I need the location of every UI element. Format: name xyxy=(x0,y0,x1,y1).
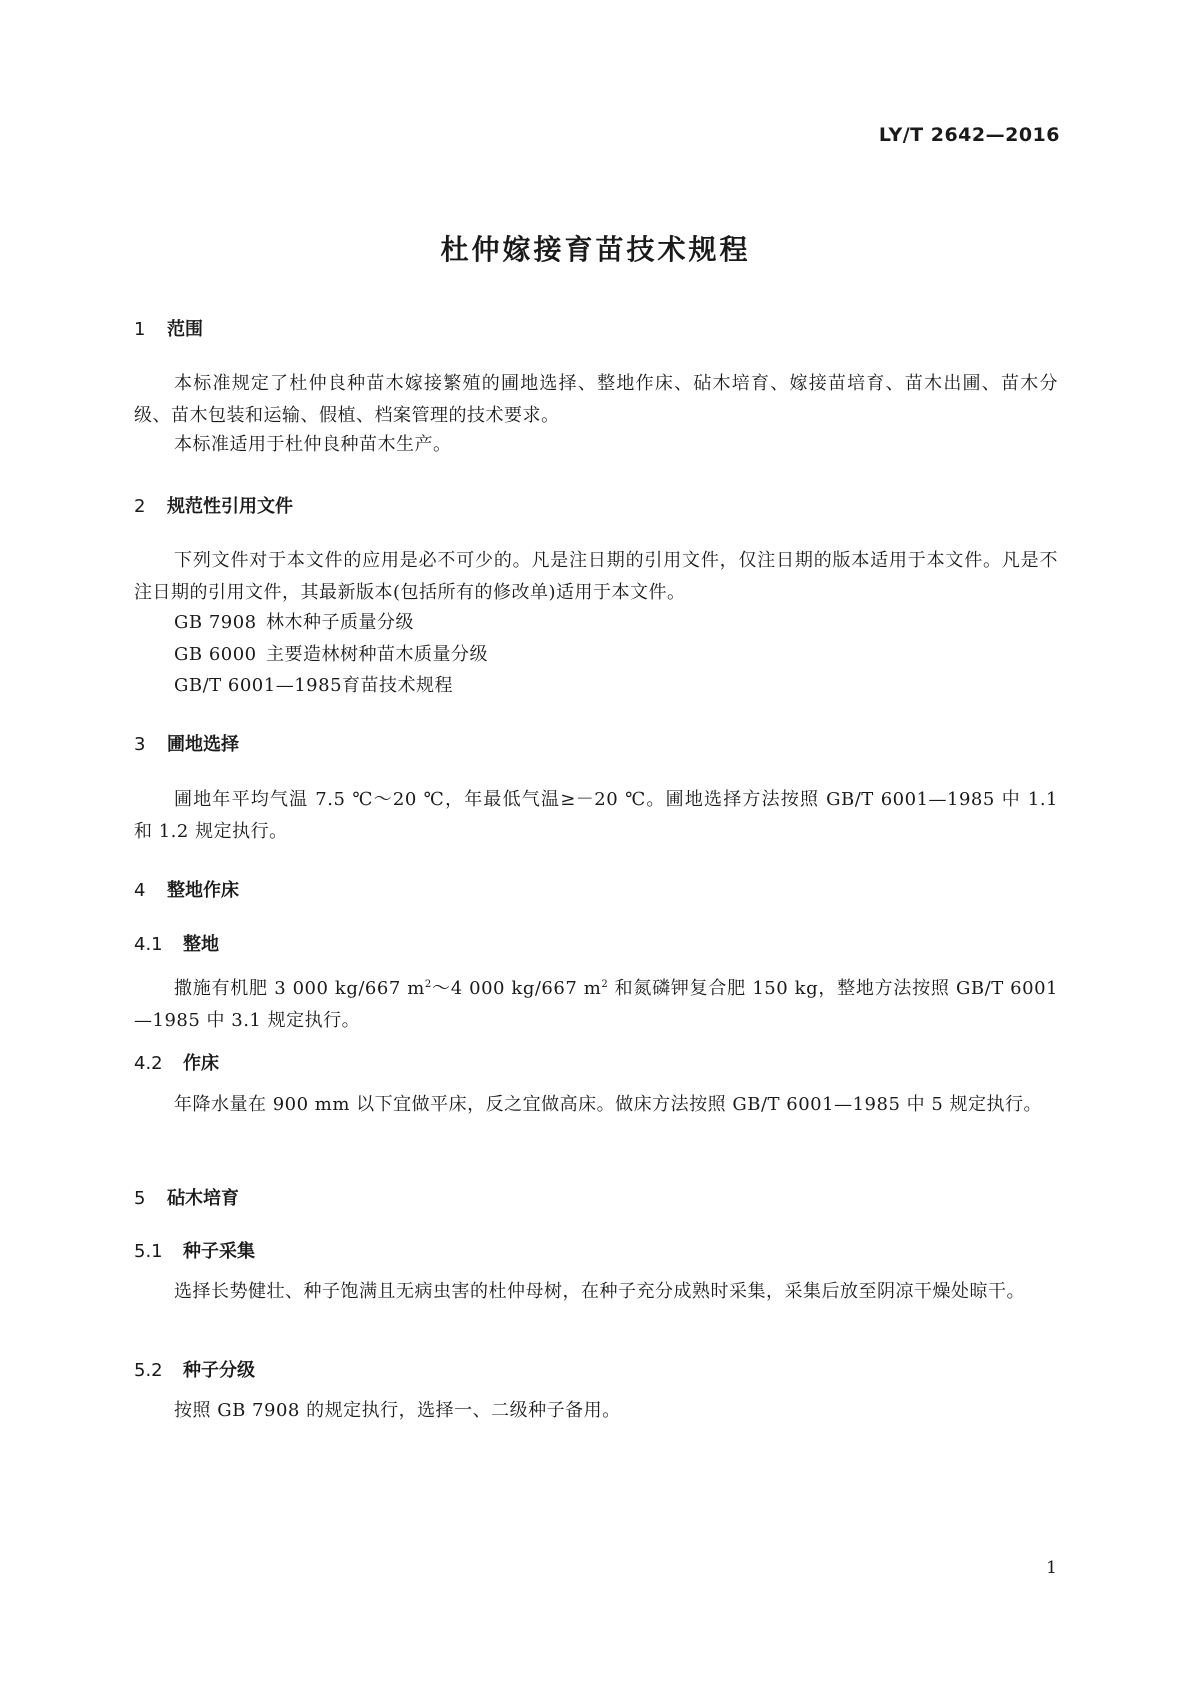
section-number: 4 xyxy=(134,880,146,901)
subsection-number: 5.1 xyxy=(134,1241,163,1262)
superscript: 2 xyxy=(424,979,432,990)
reference-item xyxy=(174,671,453,697)
section-5-2-heading xyxy=(134,1356,255,1382)
section-5-heading xyxy=(134,1184,239,1210)
section-2-paragraph-1: 下列文件对于本文件的应用是必不可少的。凡是注日期的引用文件，仅注日期的版本适用于本文件。凡是不注日期的引用文件，其最新版本(包括所有的修改单)适用于本文件。 xyxy=(134,550,1058,603)
reference-item xyxy=(174,640,488,666)
section-5-1-paragraph: 选择长势健壮、种子饱满且无病虫害的杜仲母树，在种子充分成熟时采集，采集后放至阴凉干燥处晾干。 xyxy=(174,1281,1025,1302)
section-1-paragraph-1: 本标准规定了杜仲良种苗木嫁接繁殖的圃地选择、整地作床、砧木培育、嫁接苗培育、苗木出圃、苗木分级、苗木包装和运输、假植、档案管理的技术要求。 xyxy=(134,373,1058,426)
subsection-number: 5.2 xyxy=(134,1360,163,1381)
section-1-paragraph-2: 本标准适用于杜仲良种苗木生产。 xyxy=(174,434,452,455)
section-5-1-heading xyxy=(134,1237,255,1263)
section-1-heading xyxy=(134,315,203,341)
reference-name: 育苗技术规程 xyxy=(342,675,453,696)
section-3-paragraph-1: 圃地年平均气温 7.5 ℃～20 ℃，年最低气温≥－20 ℃。圃地选择方法按照 GB/T 6001—1985 中 1.1 和 1.2 规定执行。 xyxy=(134,789,1058,842)
section-4-heading xyxy=(134,876,239,902)
section-number: 3 xyxy=(134,734,146,755)
standard-code: LY/T 2642—2016 xyxy=(878,124,1060,146)
section-4-1-paragraph xyxy=(134,969,1058,1037)
subsection-number: 4.1 xyxy=(134,934,163,955)
section-title: 整地作床 xyxy=(167,880,239,901)
reference-code: GB/T 6001—1985 xyxy=(174,675,343,696)
section-2-heading xyxy=(134,492,293,518)
subsection-title: 作床 xyxy=(183,1053,219,1074)
section-number: 2 xyxy=(134,496,146,517)
section-4-1-heading xyxy=(134,930,219,956)
section-number: 5 xyxy=(134,1188,146,1209)
text-part: 和氮磷钾复合肥 150 kg，整地方法按照 GB/T 6001—1985 中 3.1 规定执行。 xyxy=(134,978,1058,1031)
section-5-2-paragraph: 按照 GB 7908 的规定执行，选择一、二级种子备用。 xyxy=(174,1400,621,1421)
subsection-number: 4.2 xyxy=(134,1053,163,1074)
subsection-title: 整地 xyxy=(183,934,219,955)
section-title: 规范性引用文件 xyxy=(167,496,293,517)
section-title: 砧木培育 xyxy=(167,1188,239,1209)
page-number: 1 xyxy=(1046,1558,1057,1578)
reference-item xyxy=(174,608,414,634)
section-4-2-paragraph: 年降水量在 900 mm 以下宜做平床，反之宜做高床。做床方法按照 GB/T 6001—1985 中 5 规定执行。 xyxy=(174,1094,1043,1115)
subsection-title: 种子采集 xyxy=(183,1241,255,1262)
section-4-2-heading xyxy=(134,1049,219,1075)
subsection-title: 种子分级 xyxy=(183,1360,255,1381)
superscript: 2 xyxy=(601,979,609,990)
section-title: 圃地选择 xyxy=(167,734,239,755)
reference-code: GB 6000 xyxy=(174,644,257,665)
section-title: 范围 xyxy=(167,319,203,340)
section-number: 1 xyxy=(134,319,146,340)
document-title: 杜仲嫁接育苗技术规程 xyxy=(440,233,751,266)
section-3-heading xyxy=(134,730,239,756)
text-part: ～4 000 kg/667 m xyxy=(431,978,602,999)
reference-name: 林木种子质量分级 xyxy=(266,612,414,633)
text-part: 撒施有机肥 3 000 kg/667 m xyxy=(174,978,425,999)
reference-code: GB 7908 xyxy=(174,612,257,633)
reference-name: 主要造林树种苗木质量分级 xyxy=(266,644,488,665)
